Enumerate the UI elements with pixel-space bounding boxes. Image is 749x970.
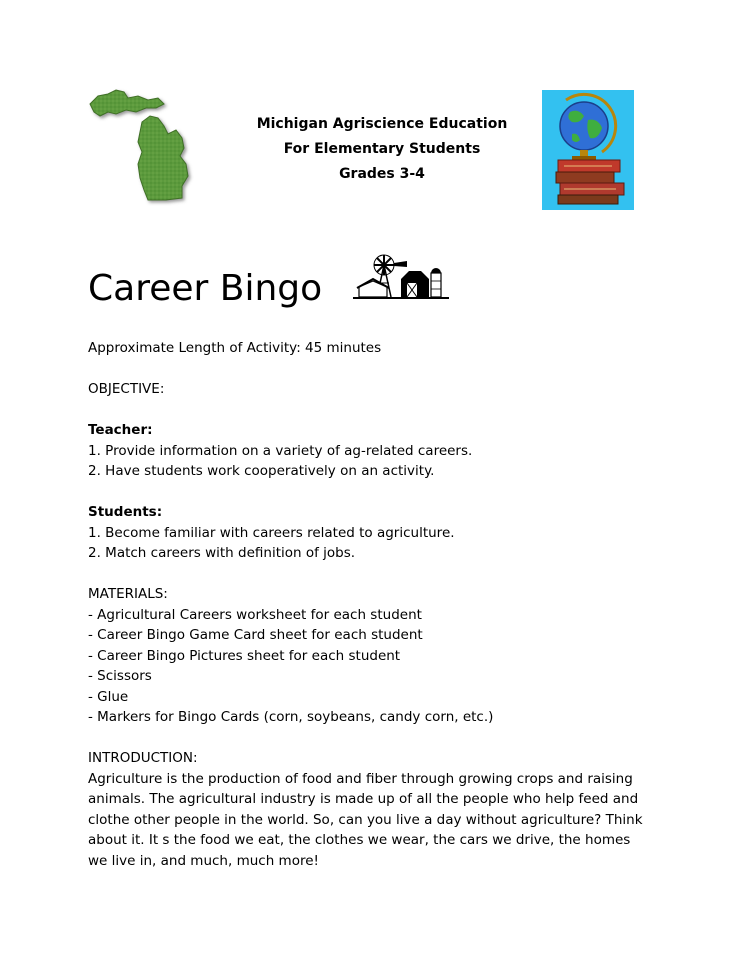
teacher-label: Teacher:	[88, 422, 153, 438]
materials-item: - Markers for Bingo Cards (corn, soybeans, candy corn, etc.)	[88, 709, 494, 725]
teacher-item: 1. Provide information on a variety of ag-related careers.	[88, 442, 473, 459]
michigan-map-icon	[86, 86, 202, 206]
objective-heading: OBJECTIVE:	[88, 381, 165, 397]
teacher-item: 2. Have students work cooperatively on an activity.	[88, 463, 435, 479]
materials-item: - Glue	[88, 688, 129, 705]
students-item: 2. Match careers with definition of jobs.	[88, 545, 356, 561]
materials-item: - Career Bingo Game Card sheet for each student	[88, 627, 423, 643]
header-line-audience: For Elementary Students	[283, 141, 481, 157]
materials-item: - Scissors	[88, 668, 152, 684]
materials-heading: MATERIALS:	[88, 586, 168, 602]
introduction-heading: INTRODUCTION:	[88, 750, 198, 766]
students-item: 1. Become familiar with careers related to agriculture.	[88, 524, 455, 541]
introduction-text: Agriculture is the production of food and fiber through growing crops and raising animals. The agricultural industry is made up of all the people who help feed and clothe other people in the world. So, can you live a day without agriculture? Think about it. It s the food we eat, the clothes we wear, the cars we drive, the homes we live in, and much, much more!	[88, 770, 643, 869]
program-header	[220, 112, 544, 187]
lesson-body	[88, 338, 668, 871]
header-line-grades: Grades 3-4	[339, 166, 425, 182]
activity-length: Approximate Length of Activity: 45 minutes	[88, 340, 382, 356]
farm-windmill-icon	[351, 251, 451, 311]
header-line-program: Michigan Agriscience Education	[256, 116, 508, 132]
materials-item: - Agricultural Careers worksheet for each student	[88, 606, 422, 623]
students-label: Students:	[88, 504, 163, 520]
page-title: Career Bingo	[88, 268, 323, 309]
materials-item: - Career Bingo Pictures sheet for each student	[88, 647, 401, 664]
globe-on-books-icon	[542, 90, 634, 210]
